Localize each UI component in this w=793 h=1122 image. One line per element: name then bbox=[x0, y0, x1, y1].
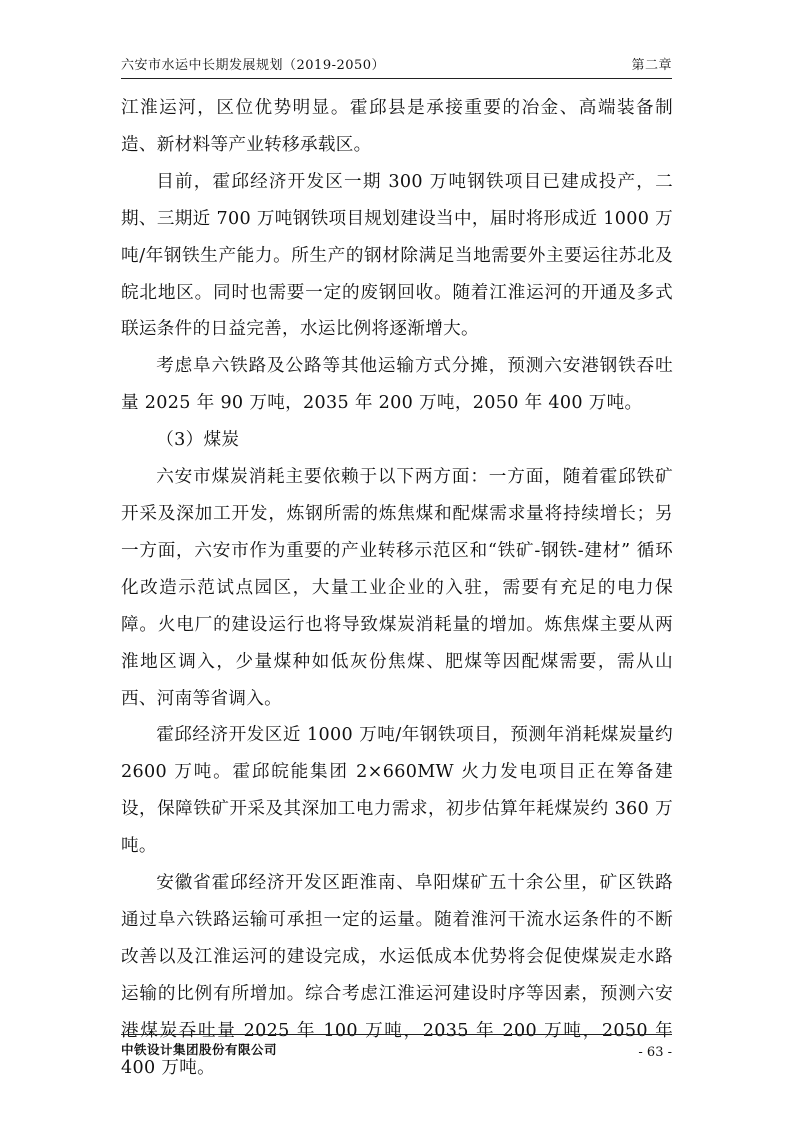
chapter-label: 第二章 bbox=[631, 58, 672, 73]
paragraph-coal-demand: 六安市煤炭消耗主要依赖于以下两方面：一方面，随着霍邱铁矿开采及深加工开发，炼钢所需的炼焦煤和配煤需求量将持续增长；另一方面，六安市作为重要的产业转移示范区和“铁矿-钢铁-建材” 循环化改造示范试点园区，大量工业企业的入驻，需要有充足的电力保障。火电厂的建设运行也将导致煤炭消耗量的增加。炼焦煤主要从两淮地区调入，少量煤种如低灰份焦煤、肥煤等因配煤需要，需从山西、河南等省调入。 bbox=[121, 467, 673, 709]
paragraph-coal-forecast: 安徽省霍邱经济开发区距淮南、阜阳煤矿五十余公里，矿区铁路通过阜六铁路运输可承担一定的运量。随着淮河干流水运条件的不断改善以及江淮运河的建设完成，水运低成本优势将会促使煤炭走水路运输的比例有所增加。综合考虑江淮运河建设时序等因素，预测六安港煤炭吞吐量 2025 年 100 万吨，2035 年 200 万吨，2050 年 400 万吨。 bbox=[121, 873, 673, 1078]
document-title: 六安市水运中长期发展规划（2019-2050） bbox=[121, 58, 386, 73]
company-name: 中铁设计集团股份有限公司 bbox=[121, 1042, 278, 1057]
paragraph-continuation: 江淮运河，区位优势明显。霍邱县是承接重要的冶金、高端装备制造、新材料等产业转移承载区。 bbox=[121, 98, 673, 155]
paragraph-steel-forecast: 考虑阜六铁路及公路等其他运输方式分摊，预测六安港钢铁吞吐量 2025 年 90 万吨，2035 年 200 万吨，2050 年 400 万吨。 bbox=[121, 356, 673, 414]
section-heading-coal: （3）煤炭 bbox=[156, 430, 240, 451]
paragraph-coal-consumption: 霍邱经济开发区近 1000 万吨/年钢铁项目，预测年消耗煤炭量约 2600 万吨。霍邱皖能集团 2×660MW 火力发电项目正在筹备建设，保障铁矿开采及其深加工电力需求，初步估算年耗煤炭约 360 万吨。 bbox=[121, 725, 673, 857]
page-number: - 63 - bbox=[638, 1045, 672, 1060]
page-footer bbox=[121, 1034, 672, 1065]
page-header bbox=[121, 52, 672, 79]
paragraph-steel-projects: 目前，霍邱经济开发区一期 300 万吨钢铁项目已建成投产，二期、三期近 700 万吨钢铁项目规划建设当中，届时将形成近 1000 万吨/年钢铁生产能力。所生产的钢材除满足当地需要外主要运往苏北及皖北地区。同时也需要一定的废钢回收。随着江淮运河的开通及多式联运条件的日益完善，水运比例将逐渐增大。 bbox=[121, 171, 673, 340]
page-body bbox=[121, 90, 673, 1086]
